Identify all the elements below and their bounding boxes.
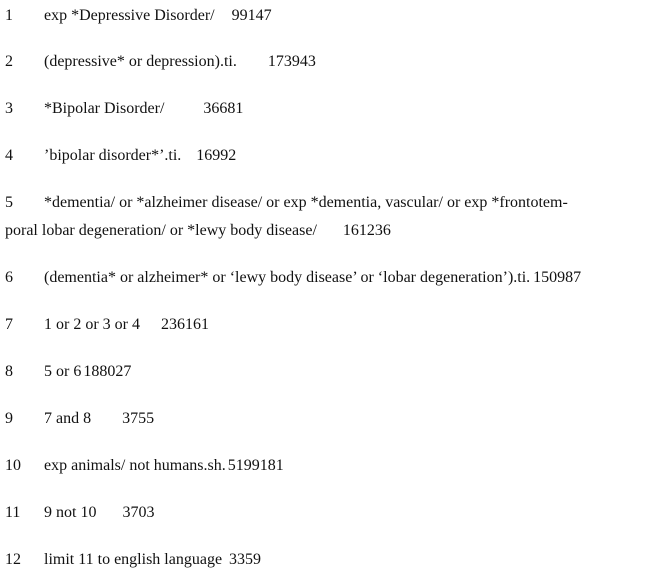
row-query: ’bipolar disorder*’.ti.	[44, 147, 182, 164]
row-number: 4	[5, 147, 13, 164]
row-count: 188027	[83, 363, 132, 380]
row-query-continuation: poral lobar degeneration/ or *lewy body disease/	[5, 222, 317, 239]
row-number: 3	[5, 100, 13, 117]
row-number: 7	[5, 316, 13, 333]
row-count: 236161	[160, 316, 209, 333]
row-number: 5	[5, 194, 13, 211]
search-row-1	[5, 6, 272, 25]
row-query: 1 or 2 or 3 or 4	[44, 316, 140, 333]
row-query: *Bipolar Disorder/	[44, 100, 165, 117]
search-row-4	[5, 146, 236, 165]
search-row-10	[5, 456, 284, 475]
row-count: 161236	[342, 222, 391, 239]
row-query: (depressive* or depression).ti.	[44, 53, 237, 70]
search-row-2	[5, 52, 316, 71]
row-query: 9 not 10	[44, 504, 97, 521]
search-row-12	[5, 550, 261, 569]
search-row-11	[5, 503, 154, 522]
search-row-7	[5, 315, 209, 334]
row-count: 36681	[203, 100, 244, 117]
row-query: (dementia* or alzheimer* or ‘lewy body disease’ or ‘lobar degeneration’).ti.	[44, 269, 531, 286]
row-query: exp animals/ not humans.sh.	[44, 457, 226, 474]
row-number: 8	[5, 363, 13, 380]
row-number: 12	[5, 551, 21, 568]
row-number: 1	[5, 7, 13, 24]
row-number: 10	[5, 457, 21, 474]
row-query: limit 11 to english language	[44, 551, 223, 568]
row-query: 5 or 6	[44, 363, 82, 380]
search-row-9	[5, 409, 154, 428]
row-number: 11	[5, 504, 21, 521]
row-query: *dementia/ or *alzheimer disease/ or exp *dementia, vascular/ or exp *frontotem-	[44, 194, 568, 211]
row-count: 16992	[196, 147, 237, 164]
search-row-3	[5, 99, 243, 118]
row-count: 3755	[122, 410, 155, 427]
row-count: 99147	[231, 7, 272, 24]
row-count: 3359	[229, 551, 262, 568]
search-row-5-continuation	[5, 221, 391, 240]
search-row-6	[5, 268, 581, 287]
search-row-8	[5, 362, 131, 381]
row-number: 9	[5, 410, 13, 427]
search-row-5	[5, 193, 568, 212]
row-count: 173943	[267, 53, 316, 70]
row-count: 5199181	[227, 457, 284, 474]
row-query: exp *Depressive Disorder/	[44, 7, 215, 24]
row-number: 6	[5, 269, 13, 286]
row-count: 150987	[533, 269, 582, 286]
row-query: 7 and 8	[44, 410, 92, 427]
row-number: 2	[5, 53, 13, 70]
row-count: 3703	[122, 504, 155, 521]
